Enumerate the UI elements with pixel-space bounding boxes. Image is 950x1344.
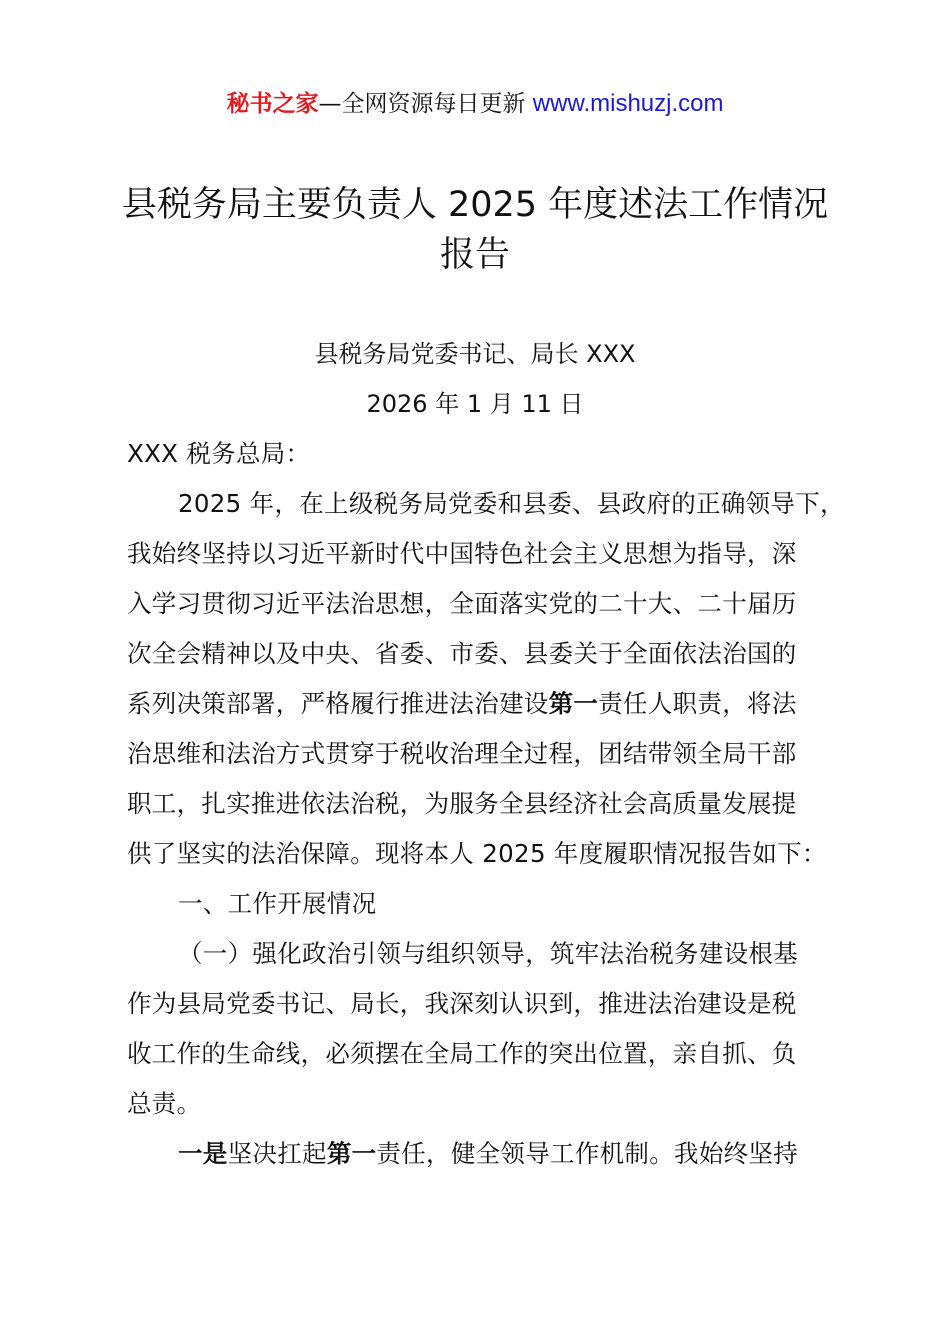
title-line: 县税务局主要负责人 2025 年度述法工作情况 <box>121 185 829 225</box>
text-line <box>127 687 867 737</box>
site-banner <box>0 88 950 120</box>
text-segment: XXX 税务总局： <box>127 439 311 468</box>
text-line <box>127 1037 867 1087</box>
text-segment: （一）强化政治引领与组织领导，筑牢法治税务建设根基 <box>178 939 798 968</box>
text-segment: 系列决策部署，严格履行推进法治建设 <box>127 689 549 718</box>
text-line <box>127 887 867 937</box>
text-line <box>127 587 867 637</box>
text-segment: 2025 年，在上级税务局党委和县委、县政府的正确领导下， <box>178 489 845 518</box>
bold-text: 第一 <box>326 1139 377 1168</box>
text-line <box>127 787 867 837</box>
text-line <box>127 737 867 787</box>
text-line <box>127 437 867 487</box>
text-line <box>127 637 867 687</box>
text-segment: 责任人职责，将法 <box>598 689 797 718</box>
text-line <box>127 1087 867 1137</box>
brand-name: 秘书之家 <box>226 91 319 117</box>
text-segment: 职工，扎实推进依法治税，为服务全县经济社会高质量发展提 <box>127 789 797 818</box>
text-segment: 一、工作开展情况 <box>178 889 377 918</box>
site-link[interactable]: www.mishuzj.com <box>532 90 724 117</box>
bold-text: 第一 <box>548 689 599 718</box>
document-body <box>127 437 867 1187</box>
document-title <box>0 180 950 280</box>
text-segment: 收工作的生命线，必须摆在全局工作的突出位置，亲自抓、负 <box>127 1039 797 1068</box>
text-line <box>127 487 867 537</box>
text-line <box>127 537 867 587</box>
text-segment: 次全会精神以及中央、省委、市委、县委关于全面依法治国的 <box>127 639 797 668</box>
text-segment: 治思维和法治方式贯穿于税收治理全过程，团结带领全局干部 <box>127 739 797 768</box>
text-segment: 总责。 <box>127 1089 202 1118</box>
banner-tagline: —全网资源每日更新 <box>318 91 526 117</box>
text-line <box>127 837 867 887</box>
text-line <box>127 987 867 1037</box>
text-line <box>127 1137 867 1187</box>
text-segment: 入学习贯彻习近平法治思想，全面落实党的二十大、二十届历 <box>127 589 797 618</box>
text-segment: 我始终坚持以习近平新时代中国特色社会主义思想为指导，深 <box>127 539 797 568</box>
title-line: 报告 <box>439 235 510 275</box>
text-segment: 供了坚实的法治保障。现将本人 2025 年度履职情况报告如下： <box>127 839 827 868</box>
author-line: 县税务局党委书记、局长 XXX <box>314 340 636 368</box>
document-date: 2026 年 1 月 11 日 <box>366 390 584 418</box>
bold-text: 一是 <box>178 1139 228 1168</box>
text-segment: 责任，健全领导工作机制。我始终坚持 <box>376 1139 799 1168</box>
text-line <box>127 937 867 987</box>
text-segment: 作为县局党委书记、局长，我深刻认识到，推进法治建设是税 <box>127 989 797 1018</box>
text-segment: 坚决扛起 <box>227 1139 327 1168</box>
